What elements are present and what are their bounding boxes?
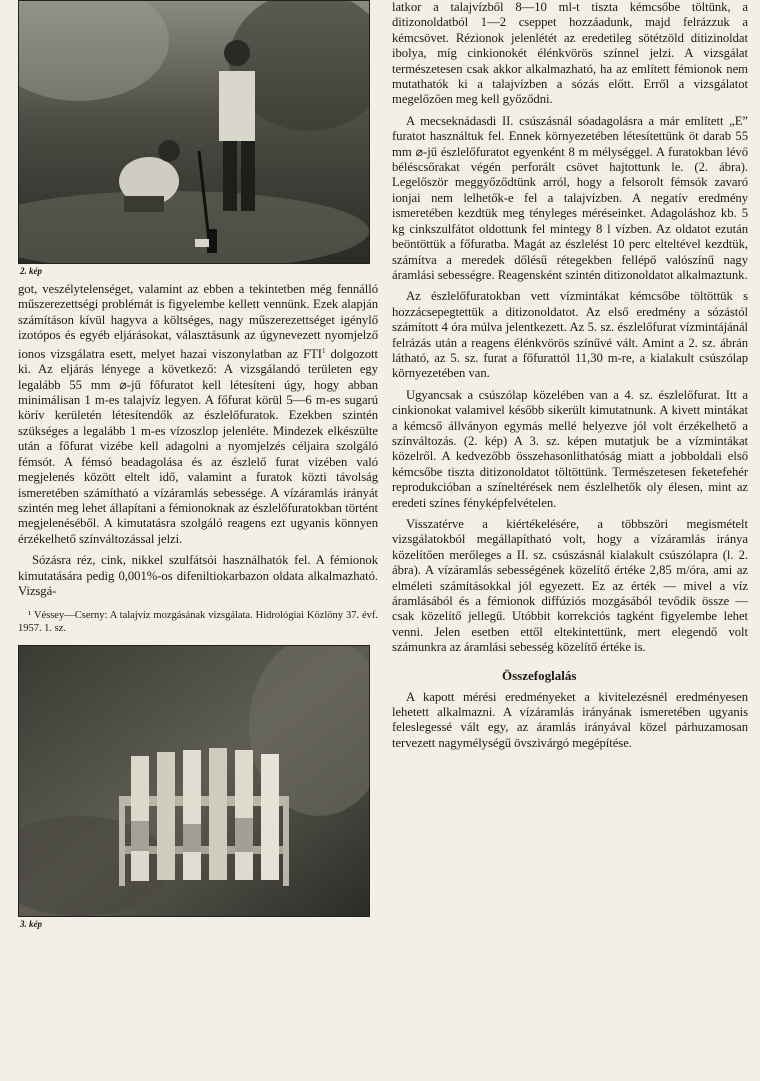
photo2-caption: 3. kép [20,919,42,930]
photo-field-workers-image [19,1,369,263]
left-paragraph-1 [18,282,378,547]
photo-test-tubes-image [19,646,369,916]
left-column [18,0,378,935]
left-paragraph-1-end: dolgozott ki. Az eljárás lényege a következő: A vizsgálandó területen egy legalább 55 mm ⌀-jű főfuratot kell létesíteni úgy, hogy abban minimálisan 1 m-es talajvíz legyen. A főfurat körül 5—6 m-es sugarú körív kerületén létesítendők az észlelőfuratok. Ezekben szintén szükséges a legalább 1 m-es vízoszlop jelenléte. Mindezek elkészülte után a főfurat vizébe kell adagolni a nyomjelzés céljaira szolgáló fémsót. A fémsó beadagolása és az észlelő furat vizében való megjelenés között eltelt idő, valamint a furatok közti távolság ismeretében számítható a vízáramlás sebessége. A vízáramlás irányát szintén meg lehet állapítani a fémionoknak az észlelőfuratokban történt megjelenéséből. A kimutatásra szolgáló reagens ezt ugyanis könnyen érzékelhető színváltozással jelzi. [18,346,378,546]
footnote-ref: 1 [321,346,326,355]
section-heading-summary: Összefoglalás [502,667,577,683]
footnote: ¹ Véssey—Cserny: A talajvíz mozgásának vizsgálata. Hidrológiai Közlöny 37. évf. 1957. 1. sz. [18,610,378,635]
right-column [392,0,748,751]
right-paragraph-2: A mecseknádasdi II. csúszásnál sóadagolásra a már említett „E” furatot használtuk fel. Ennek környezetében létesítettünk öt darab 55 mm ⌀-jű észlelőfuratot egyenként 8 m mélységgel. A furatokban lévő béléscsőrakat végén perforált csövet hajtottunk le. (2. ábra). Legelőször meggyőződtünk arról, hogy a felsorolt fémsók zavaró ionjai nem lelhetők-e fel a talajvízben. A negatív eredmény ismeretében kezdtük meg tényleges méréseinket. Adagoláshoz kb. 5 kg cinkszulfátot oldottunk fel mintegy 8 l vízben. Az oldatot ezután beöntöttük a főfuratba. Magát az észlelést 10 perc elteltével kezdtük, számítva a meredek dőlésű rétegekben fellépő valószínű nagy áramlási sebességre. Reagensként szintén ditizonoldatot alkalmaztunk. [392,113,748,282]
left-paragraph-1-text: got, veszélytelenséget, valamint az ebben a tekintetben még fennálló műszerezettségi problémát is figyelembe kellett vennünk. Ezek alapján számításon kívül hagyva a költséges, nagy műszerezettséget igénylő izotópos és egyéb eljárásokat, választásunk az úgynevezett nyomjelző ionos vizsgálatra esett, melyet hazai viszonylatban az FTI [18,282,378,361]
photo1-caption: 2. kép [20,266,42,276]
left-paragraph-2: Sózásra réz, cink, nikkel szulfátsói használhatók fel. A fémionok kimutatására pedig 0,001%-os difeniltiokarbazon oldata alkalmazható. Vizsgá- [18,553,378,598]
right-paragraph-1: latkor a talajvízből 8—10 ml-t tiszta kémcsőbe töltünk, a ditizonoldatból 1—2 cseppet hozzáadunk, majd felrázzuk a kémcsövet. Rézionok jelenlétét az eredetileg sötétzöld ditizinoldat ibolya, míg cinkionokét élénkvörös színnel jelzi. A vizsgálat természetesen csak akkor alkalmazható, ha az említett fémionok nem mutathatók ki a talajvízben a sózás előtt. Erről a vizsgálatot megelőzően meg kell győződni. [392,0,748,107]
right-paragraph-5: Visszatérve a kiértékelésére, a többszöri megismételt vizsgálatokból megállapítható volt, hogy a vízáramlás iránya közelítően merőleges a II. sz. csúszásnál kialakult csúszólapra (l. 2. ábra). A vízáramlás sebességének közelítő értéke 2,85 m/óra, ami az elméleti számításokkal jól egyezett. Ez az érték — mivel a víz áramlásából és a fémionok diffúziós mozgásából tevődik össze — csak közelítő jellegű. Utóbbit korrekciós tagként figyelembe lehet venni. Jelen esetben ettől eltekintettünk, mert elegendő volt számunkra az áramlási sebesség közelítő értéke is. [392,517,748,655]
right-paragraph-3: Az észlelőfuratokban vett vízmintákat kémcsőbe töltöttük s hozzácsepegtettük a ditizonoldatot. Az első eredmény a sózástól számított 4 óra múlva jelentkezett. Az 5. sz. észlelőfurat vízmintájánál felrázás után a reagens élénkvörös színűvé vált. Amint a 2. sz. ábrán látható, az 5. sz. furat a főfurattól 11,30 m-re, a kialakult csúszólap környezetében van. [392,289,748,381]
photo-field-workers [18,0,370,264]
right-paragraph-4: Ugyancsak a csúszólap közelében van a 4. sz. észlelőfurat. Itt a cinkionokat valamivel később sikerült kimutatnunk. A kivett mintákat a kémcső állványon egymás mellé helyezve jól volt érzékelhető a színváltozás. (2. kép) A 3. sz. képen mutatjuk be a vízmintákat közelről. A kedvezőbb összehasonlíthatóság miatt a jobboldali első kémcsőbe tiszta ditizonoldatot töltöttünk. Természetesen feketefehér reprodukcióban a színeltérések nem észlelhetők oly élesen, mint az eredeti színes fényképfelvételen. [392,387,748,510]
right-paragraph-6: A kapott mérési eredményeket a kivitelezésnél eredményesen lehetett alkalmazni. A vízáramlás irányának ismeretében ugyanis feleslegessé vált egy, az áramlás irányával közel párhuzamosan tervezett nagymélységű övszivárgó megépítése. [392,689,748,750]
photo-test-tubes [18,645,370,917]
